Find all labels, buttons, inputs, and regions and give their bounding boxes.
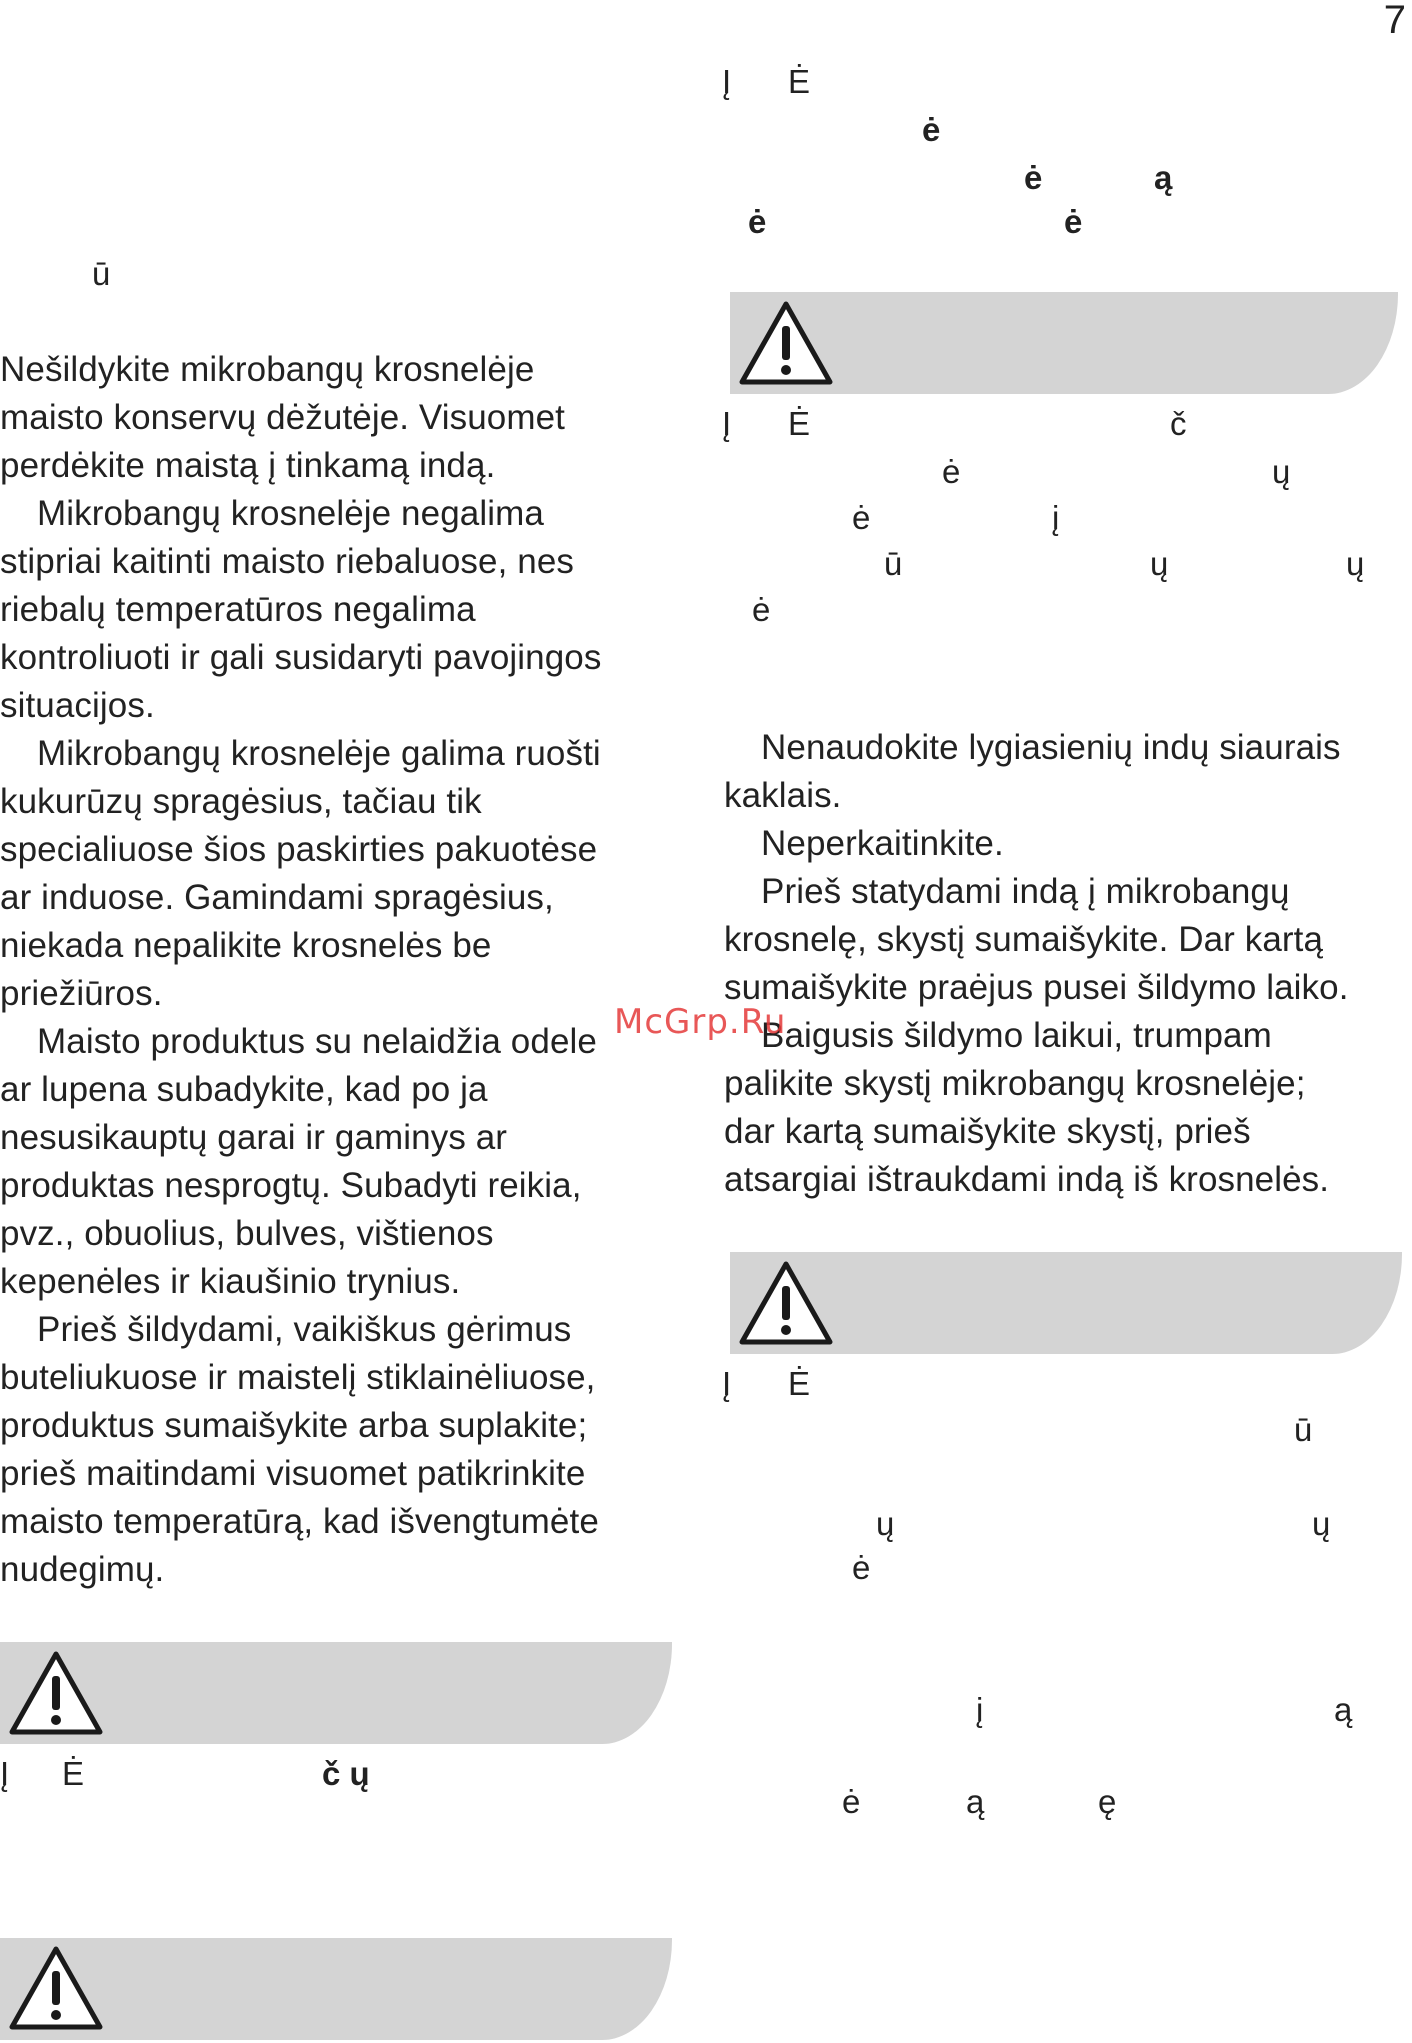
paragraph-line: produktas nesprogtų. Subadyti reikia, (0, 1166, 582, 1205)
fragment-text: Ė (788, 1365, 811, 1402)
paragraph-line: Mikrobangų krosnelėje negalima (37, 494, 544, 533)
paragraph-line: maisto temperatūrą, kad išvengtumėte (0, 1502, 599, 1541)
paragraph-line: nudegimų. (0, 1550, 165, 1589)
paragraph-line: maisto konservų dėžutėje. Visuomet (0, 398, 565, 437)
paragraph-line: perdėkite maistą į tinkamą indą. (0, 446, 496, 485)
paragraph-line: priežiūros. (0, 974, 163, 1013)
paragraph-line: ar induose. Gamindami spragėsius, (0, 878, 554, 917)
paragraph-line: nesusikauptų garai ir gaminys ar (0, 1118, 508, 1157)
warning-triangle-icon (8, 1650, 104, 1736)
fragment-text: ą (1154, 159, 1173, 196)
fragment-text: ę (1098, 1783, 1117, 1820)
fragment-text: Ė (788, 405, 811, 442)
fragment-text: ė (752, 591, 771, 628)
fragment-text: ų (1150, 545, 1169, 582)
fragment-text: Į (722, 405, 732, 442)
fragment-text: į (976, 1691, 984, 1728)
paragraph-line: Mikrobangų krosnelėje galima ruošti (37, 734, 601, 773)
watermark: McGrp.Ru (614, 1002, 787, 1042)
paragraph-line: buteliukuose ir maistelį stiklainėliuose, (0, 1358, 596, 1397)
fragment-text: ė (922, 111, 941, 148)
fragment-text: ą (1334, 1691, 1353, 1728)
paragraph-line: prieš maitindami visuomet patikrinkite (0, 1454, 586, 1493)
fragment-text: į (1052, 499, 1060, 536)
fragment-text: ū (1294, 1411, 1313, 1448)
fragment-text: Į (722, 1365, 732, 1402)
paragraph-line: ar lupena subadykite, kad po ja (0, 1070, 488, 1109)
fragment-text: ė (942, 453, 961, 490)
fragment-text: Į (0, 1755, 10, 1792)
paragraph-line: kaklais. (724, 776, 842, 815)
paragraph-line: specialiuose šios paskirties pakuotėse (0, 830, 598, 869)
paragraph-line: kontroliuoti ir gali susidaryti pavojingos (0, 638, 602, 677)
paragraph-line: riebalų temperatūros negalima (0, 590, 476, 629)
page-number: 7 (1383, 0, 1406, 42)
paragraph-line: stipriai kaitinti maisto riebaluose, nes (0, 542, 574, 581)
fragment-text: ų (1272, 453, 1291, 490)
fragment-text: ė (852, 499, 871, 536)
warning-triangle-icon (8, 1945, 104, 2031)
paragraph-line: Prieš statydami indą į mikrobangų (761, 872, 1290, 911)
paragraph-line: Neperkaitinkite. (761, 824, 1004, 863)
paragraph-line: sumaišykite praėjus pusei šildymo laiko. (724, 968, 1349, 1007)
fragment-text: č ų (322, 1755, 370, 1792)
fragment-text: ė (852, 1549, 871, 1586)
fragment-text: Ė (62, 1755, 85, 1792)
fragment-text: ė (1064, 203, 1083, 240)
fragment-text: ų (1312, 1505, 1331, 1542)
paragraph-line: Prieš šildydami, vaikiškus gėrimus (37, 1310, 572, 1349)
right-body-text (724, 724, 1349, 1204)
fragment-text: ė (1024, 159, 1043, 196)
paragraph-line: kukurūzų spragėsius, tačiau tik (0, 782, 482, 821)
fragment-text: ų (1346, 545, 1365, 582)
paragraph-line: situacijos. (0, 686, 155, 725)
fragment-text: ė (748, 203, 767, 240)
paragraph-line: pvz., obuolius, bulves, vištienos (0, 1214, 494, 1253)
paragraph-line: atsargiai ištraukdami indą iš krosnelės. (724, 1160, 1330, 1199)
fragment-text: ą (966, 1783, 985, 1820)
warning-triangle-icon (738, 1260, 834, 1346)
paragraph-line: krosnelę, skystį sumaišykite. Dar kartą (724, 920, 1324, 959)
warning-triangle-icon (738, 300, 834, 386)
paragraph-line: Nešildykite mikrobangų krosnelėje (0, 350, 535, 389)
fragment-text: ų (876, 1505, 895, 1542)
paragraph-line: kepenėles ir kiaušinio trynius. (0, 1262, 461, 1301)
fragment-text: ė (842, 1783, 861, 1820)
paragraph-line: Maisto produktus su nelaidžia odele (37, 1022, 597, 1061)
paragraph-line: palikite skystį mikrobangų krosnelėje; (724, 1064, 1306, 1103)
paragraph-line: niekada nepalikite krosnelės be (0, 926, 492, 965)
fragment-text: č (1170, 405, 1187, 442)
paragraph-line: dar kartą sumaišykite skystį, prieš (724, 1112, 1251, 1151)
fragment-text: Ė (788, 63, 811, 100)
fragment-text: ū (92, 255, 111, 292)
left-body-text (0, 346, 601, 1594)
fragment-text: ū (884, 545, 903, 582)
paragraph-line: Nenaudokite lygiasienių indų siaurais (761, 728, 1341, 767)
fragment-text: Į (722, 63, 732, 100)
paragraph-line: Baigusis šildymo laikui, trumpam (761, 1016, 1272, 1055)
paragraph-line: produktus sumaišykite arba suplakite; (0, 1406, 588, 1445)
